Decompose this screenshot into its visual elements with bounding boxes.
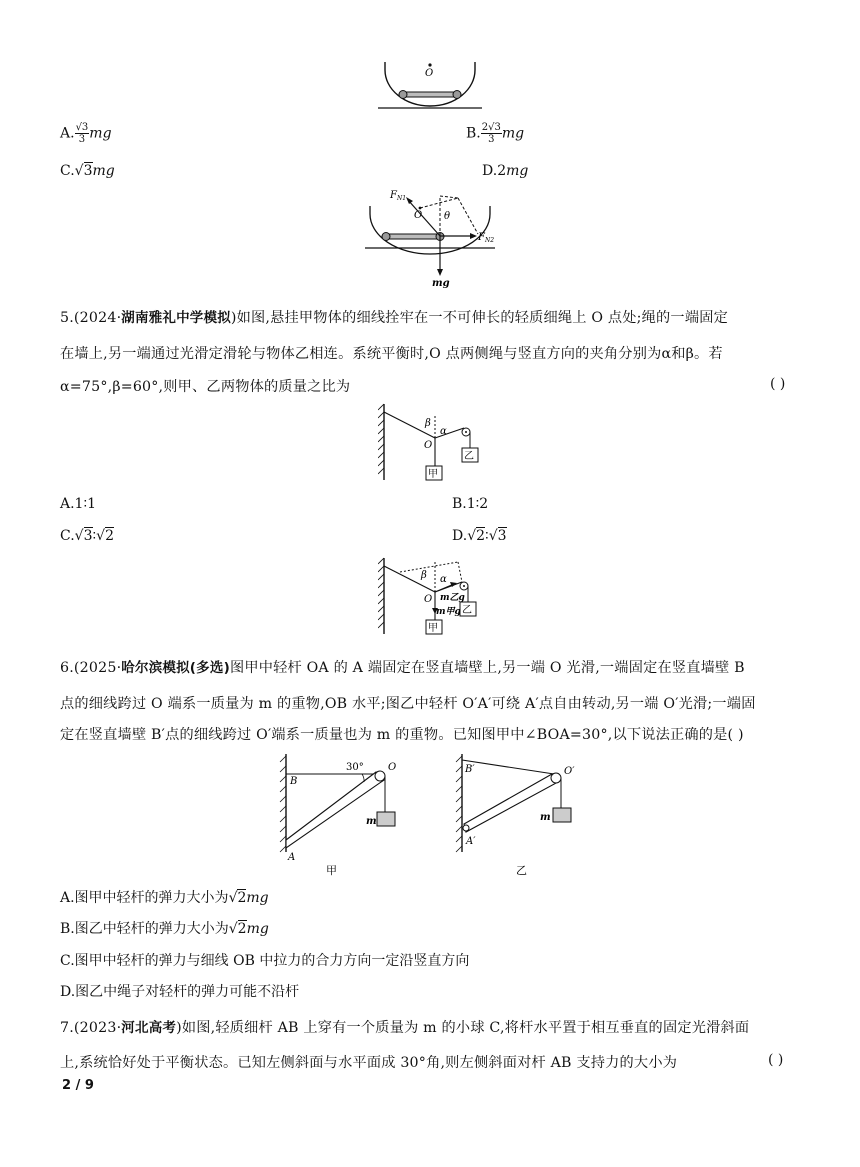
o-label: O: [414, 210, 423, 221]
q6-option-a: A.图甲中轻杆的弹力大小为√2mg: [60, 890, 269, 906]
q6-option-b: B.图乙中轻杆的弹力大小为√2mg: [60, 921, 269, 937]
q6-line1: 6.(2025·哈尔滨模拟(多选)图甲中轻杆 OA 的 A 端固定在竖直墙壁上,另一端 O 光滑,一端固定在竖直墙壁 B: [60, 660, 745, 676]
q6-line2: 点的细线跨过 O 端系一质量为 m 的重物,OB 水平;图乙中轻杆 O′A′可绕 A′点自由转动,另一端 O′光滑;一端固: [60, 696, 756, 712]
q5-option-c: C.√3∶√2: [60, 528, 115, 544]
q5-option-b: B.1∶2: [452, 496, 489, 512]
o-label: O: [424, 594, 433, 605]
q4-option-a: A. $\frac{√3}{3}$ mg: [60, 122, 112, 145]
jia-box-label: 甲: [428, 469, 438, 480]
o-label: O: [388, 762, 397, 773]
yi-box-label: 乙: [462, 605, 472, 616]
q7-answer-paren: ( ): [768, 1052, 784, 1068]
q6-figure-yi: [452, 752, 592, 876]
b-label: B: [290, 776, 298, 787]
q5-rope-figure: [378, 402, 488, 486]
o-label: O: [424, 440, 433, 451]
q4-option-b: B. $\frac{2√3}{3}$ mg: [466, 122, 525, 145]
yi-box-label: 乙: [464, 451, 474, 462]
q7-line1: 7.(2023·河北高考)如图,轻质细杆 AB 上穿有一个质量为 m 的小球 C,将杆水平置于相互垂直的固定光滑斜面: [60, 1020, 750, 1036]
fn1-label: $F_{N1}$: [390, 190, 407, 202]
q7-line2: 上,系统恰好处于平衡状态。已知左侧斜面与水平面成 30°角,则左侧斜面对杆 AB 支持力的大小为: [60, 1055, 678, 1071]
m-label: m: [366, 816, 377, 827]
m-yi-g-label: m乙g: [440, 593, 465, 603]
fn2-label: $F_{N2}$: [478, 232, 495, 244]
q5-answer-paren: ( ): [770, 376, 786, 392]
caption-yi: 乙: [516, 864, 527, 876]
mg-label: mg: [432, 278, 450, 288]
point-O-label: O: [425, 68, 434, 79]
o-prime-label: O′: [564, 766, 575, 777]
q5-line3: α=75°,β=60°,则甲、乙两物体的质量之比为: [60, 379, 351, 395]
theta-label: θ: [444, 211, 451, 222]
q6-option-c: C.图甲中轻杆的弹力与细线 OB 中拉力的合力方向一定沿竖直方向: [60, 953, 470, 969]
bowl-rod-figure: [375, 58, 485, 114]
m-jia-g-label: m甲g: [436, 607, 461, 617]
force-diagram-bowl: [360, 186, 500, 288]
q5-option-a: A.1∶1: [60, 496, 97, 512]
jia-box-label: 甲: [428, 623, 438, 634]
q5-option-d: D.√2∶√3: [452, 528, 507, 544]
beta-label: β: [425, 418, 431, 429]
q6-figure-jia: [276, 752, 406, 876]
m-label: m: [540, 812, 551, 823]
beta-label: β: [421, 570, 427, 581]
q5-line1: 5.(2024·湖南雅礼中学模拟)如图,悬挂甲物体的细线拴牢在一不可伸长的轻质细绳上 O 点处;绳的一端固定: [60, 310, 728, 326]
q4-option-d: D.2mg: [482, 163, 529, 179]
q6-line3: 定在竖直墙壁 B′点的细线跨过 O′端系一质量也为 m 的重物。已知图甲中∠BOA=30°,以下说法正确的是( ): [60, 727, 744, 743]
page-number: 2 / 9: [62, 1078, 94, 1093]
alpha-label: α: [440, 426, 447, 437]
q4-option-c: C.√3mg: [60, 163, 115, 179]
a-prime-label: A′: [466, 836, 476, 847]
caption-jia: 甲: [326, 864, 337, 876]
q6-option-d: D.图乙中绳子对轻杆的弹力可能不沿杆: [60, 984, 300, 1000]
angle-label: 30°: [346, 762, 364, 773]
q5-force-figure: [378, 556, 488, 640]
alpha-label: α: [440, 574, 447, 585]
q5-line2: 在墙上,另一端通过光滑定滑轮与物体乙相连。系统平衡时,O 点两侧绳与竖直方向的夹角分别为α和β。若: [60, 346, 723, 362]
b-prime-label: B′: [465, 764, 475, 775]
a-label: A: [288, 852, 296, 863]
